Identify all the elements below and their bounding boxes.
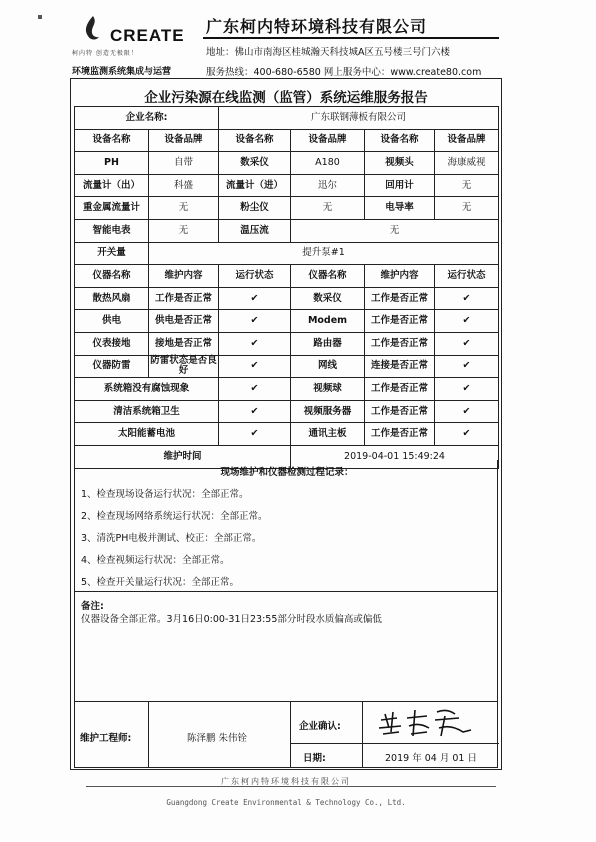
footer-company-en: Guangdong Create Environmental & Technology Co., Ltd. (166, 798, 406, 807)
check-mark-icon: ✔ (219, 310, 291, 333)
equip-header-row (75, 129, 499, 152)
notes-section (74, 592, 498, 702)
maint-content: 工作是否正常 (149, 287, 219, 310)
maint-header: 仪器名称 (75, 265, 149, 288)
equip-cell: 视频头 (365, 152, 435, 175)
engineer-label-cell (75, 702, 149, 768)
logo-wordmark: CREATE (110, 26, 185, 45)
check-mark-icon: ✔ (219, 378, 291, 401)
temp-value: 无 (291, 219, 499, 242)
notes-text: 仪器设备全部正常。3月16日0:00-31日23:55部分时段水质偏高或偏低 (81, 614, 382, 625)
maint-item: 通讯主板 (291, 423, 365, 446)
maint-header-row (75, 265, 499, 288)
record-item: 4、检查视频运行状况：全部正常。 (81, 555, 230, 566)
maint-content: 防雷状态是否良好 (150, 355, 217, 377)
date-value: 2019 年 04 月 01 日 (385, 753, 477, 764)
maint-item: 路由器 (291, 332, 365, 355)
maint-content: 工作是否正常 (365, 378, 435, 401)
report-table (74, 106, 499, 469)
date-label: 日期: (303, 753, 326, 764)
equip-cell: 数采仪 (219, 152, 291, 175)
check-mark-icon: ✔ (435, 378, 499, 401)
maint-item: 太阳能蓄电池 (75, 423, 219, 446)
equip-cell: 迅尔 (291, 174, 365, 197)
check-mark-icon: ✔ (219, 332, 291, 355)
maint-item: 数采仪 (291, 287, 365, 310)
maint-row (75, 355, 499, 378)
maint-item: 仪器防雷 (75, 355, 149, 378)
equip-header: 设备名称 (365, 129, 435, 152)
equip-row (75, 197, 499, 220)
maint-item: 供电 (75, 310, 149, 333)
switch-label: 开关量 (75, 242, 149, 265)
check-mark-icon: ✔ (435, 310, 499, 333)
flame-logo-icon (80, 14, 106, 44)
company-name: 广东柯内特环境科技有限公司 (206, 17, 428, 36)
confirm-label: 企业确认: (299, 721, 341, 732)
company-address: 地址：佛山市南海区桂城瀚天科技城A区五号楼三号门六楼 (206, 47, 450, 58)
maint-header: 维护内容 (149, 265, 219, 288)
maint-row (75, 423, 499, 446)
signature-image (375, 706, 475, 740)
smart-meter-row (75, 219, 499, 242)
maint-content: 接地是否正常 (149, 332, 219, 355)
maint-header: 运行状态 (219, 265, 291, 288)
maint-header: 运行状态 (435, 265, 499, 288)
maint-row (75, 287, 499, 310)
equip-header: 设备品牌 (291, 129, 365, 152)
maint-content: 工作是否正常 (365, 400, 435, 423)
equip-cell: 海康威视 (435, 152, 499, 175)
equip-cell: A180 (291, 152, 365, 175)
record-item: 3、清洗PH电极并测试、校正：全部正常。 (81, 533, 262, 544)
report-title: 企业污染源在线监测（监管）系统运维服务报告 (144, 90, 428, 106)
maint-content: 工作是否正常 (365, 310, 435, 333)
equip-cell: 电导率 (365, 197, 435, 220)
record-item: 5、检查开关量运行状况：全部正常。 (81, 577, 240, 588)
equip-cell: PH (75, 152, 149, 175)
equip-cell: 科盛 (149, 174, 219, 197)
equip-cell: 流量计（进） (219, 174, 291, 197)
check-mark-icon: ✔ (435, 423, 499, 446)
logo-slogan: 柯内特 创造无极限！ (72, 50, 138, 57)
company-label: 企业名称: (75, 107, 219, 130)
maint-content: 工作是否正常 (365, 287, 435, 310)
equip-header: 设备名称 (75, 129, 149, 152)
maint-item: 视频球 (291, 378, 365, 401)
confirm-label-cell (291, 702, 363, 768)
check-mark-icon: ✔ (219, 355, 291, 378)
maint-content: 工作是否正常 (365, 332, 435, 355)
check-mark-icon: ✔ (435, 332, 499, 355)
maint-content: 工作是否正常 (365, 423, 435, 446)
footer-company-cn: 广东柯内特环境科技有限公司 (221, 777, 351, 786)
maint-row (75, 378, 499, 401)
equip-cell: 流量计（出） (75, 174, 149, 197)
engineer-value: 陈泽鹏 朱伟铨 (187, 733, 248, 744)
scan-dot (38, 15, 42, 19)
equip-row (75, 174, 499, 197)
company-value: 广东联钢薄板有限公司 (219, 107, 499, 130)
records-section (74, 460, 498, 592)
sign-divider (291, 743, 499, 744)
equip-cell: 粉尘仪 (219, 197, 291, 220)
equip-cell: 自带 (149, 152, 219, 175)
time-value: 2019-04-01 15:49:24 (291, 445, 499, 468)
equip-cell: 无 (291, 197, 365, 220)
check-mark-icon: ✔ (219, 423, 291, 446)
maint-header: 维护内容 (365, 265, 435, 288)
maint-item: 视频服务器 (291, 400, 365, 423)
maint-content: 连接是否正常 (365, 355, 435, 378)
equip-header: 设备品牌 (435, 129, 499, 152)
smart-meter-label: 智能电表 (75, 219, 149, 242)
equip-header: 设备名称 (219, 129, 291, 152)
time-label: 维护时间 (75, 445, 291, 468)
check-mark-icon: ✔ (435, 287, 499, 310)
maint-item: 散热风扇 (75, 287, 149, 310)
engineer-label: 维护工程师: (80, 733, 132, 744)
maint-item: Modem (291, 310, 365, 333)
maint-content: 供电是否正常 (149, 310, 219, 333)
company-hotline: 服务热线：400-680-6580 网上服务中心：www.create80.com (206, 67, 482, 78)
switch-value: 提升泵#1 (149, 242, 499, 265)
equip-header: 设备品牌 (149, 129, 219, 152)
temp-label: 温压流 (219, 219, 291, 242)
check-mark-icon: ✔ (219, 400, 291, 423)
equip-cell: 无 (435, 174, 499, 197)
maint-row (75, 400, 499, 423)
equip-cell: 回用计 (365, 174, 435, 197)
check-mark-icon: ✔ (435, 400, 499, 423)
company-row (75, 107, 499, 130)
maint-item: 网线 (291, 355, 365, 378)
record-item: 2、检查现场网络系统运行状况：全部正常。 (81, 511, 268, 522)
records-title: 现场维护和仪器检测过程记录： (220, 467, 354, 478)
engineer-value-cell (149, 702, 291, 768)
check-mark-icon: ✔ (219, 287, 291, 310)
maint-item: 系统箱没有腐蚀现象 (75, 378, 219, 401)
letterhead (68, 12, 508, 82)
record-item: 1、检查现场设备运行状况：全部正常。 (81, 489, 249, 500)
signature-section (74, 702, 498, 768)
footer-rule (86, 786, 496, 787)
maint-row (75, 332, 499, 355)
check-mark-icon: ✔ (435, 355, 499, 378)
notes-label: 备注: (81, 601, 104, 612)
header-rule (203, 37, 499, 39)
maint-item: 清洁系统箱卫生 (75, 400, 219, 423)
switch-row (75, 242, 499, 265)
maint-row (75, 310, 499, 333)
equip-cell: 重金属流量计 (75, 197, 149, 220)
equip-cell: 无 (149, 197, 219, 220)
maint-header: 仪器名称 (291, 265, 365, 288)
company-tagline: 环境监测系统集成与运营 (72, 67, 172, 77)
maint-item: 仪表接地 (75, 332, 149, 355)
equip-cell: 无 (435, 197, 499, 220)
equip-row (75, 152, 499, 175)
smart-meter-value: 无 (149, 219, 219, 242)
